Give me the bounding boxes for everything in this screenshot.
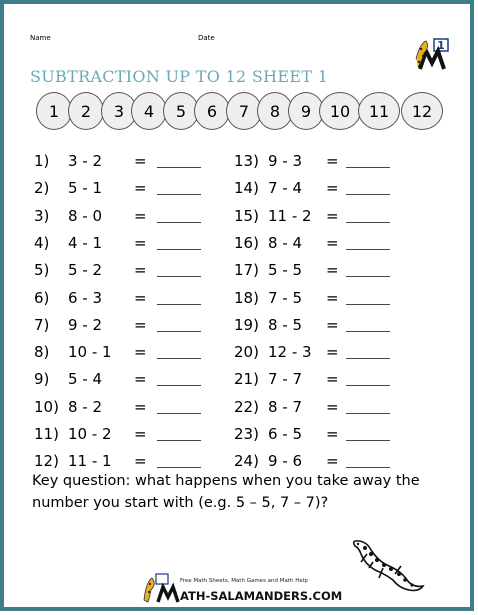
answer-blank[interactable]: [346, 440, 390, 441]
problem-expression: 7 - 5: [268, 288, 303, 307]
answer-blank[interactable]: [157, 358, 201, 359]
answer-blank[interactable]: [157, 249, 201, 250]
problem-number: 13): [234, 152, 259, 170]
problem-number: 23): [234, 425, 259, 443]
problem-expression: 9 - 6: [268, 452, 303, 471]
answer-blank[interactable]: [157, 194, 201, 195]
answer-blank[interactable]: [157, 304, 201, 305]
problem-row: [234, 178, 396, 198]
problem-row: [234, 424, 396, 444]
problem-row: [234, 369, 396, 389]
problem-row: [34, 233, 207, 253]
problem-number: 17): [234, 261, 259, 280]
equals-sign: =: [326, 343, 339, 362]
problem-row: [34, 397, 207, 417]
problem-row: [34, 424, 207, 444]
problem-row: [34, 260, 207, 280]
problem-expression: 11 - 1: [68, 452, 112, 471]
answer-blank[interactable]: [346, 276, 390, 277]
problem-expression: 5 - 5: [268, 261, 303, 280]
problem-row: [34, 151, 207, 171]
problem-number: 6): [34, 288, 50, 307]
problem-expression: 3 - 2: [68, 152, 103, 170]
problem-row: [234, 260, 396, 280]
equals-sign: =: [326, 452, 339, 471]
problem-number: 15): [234, 206, 259, 225]
salamander-illustration: [349, 536, 429, 596]
equals-sign: =: [134, 452, 147, 471]
problem-row: [234, 206, 396, 226]
answer-blank[interactable]: [346, 249, 390, 250]
answer-blank[interactable]: [157, 331, 201, 332]
problem-number: 9): [34, 370, 50, 389]
answer-blank[interactable]: [346, 222, 390, 223]
answer-blank[interactable]: [346, 167, 390, 168]
problem-expression: 11 - 2: [268, 206, 312, 225]
problem-number: 20): [234, 343, 259, 362]
problem-row: [34, 369, 207, 389]
problem-expression: 8 - 5: [268, 315, 303, 334]
footer-tagline: Free Math Sheets, Math Games and Math Help: [180, 578, 308, 584]
problem-number: 18): [234, 288, 259, 307]
problem-expression: 9 - 2: [68, 315, 103, 334]
problem-expression: 5 - 1: [68, 179, 103, 198]
problem-row: [34, 206, 207, 226]
key-question: Key question: what happens when you take away the number you start with (e.g. 5 – 5, 7 – 7)?: [32, 473, 420, 511]
sheet-title: SUBTRACTION UP TO 12 SHEET 1: [30, 67, 329, 86]
number-bubble: 2: [68, 92, 104, 130]
footer-brand: ATH-SALAMANDERS.COM: [180, 589, 343, 603]
answer-blank[interactable]: [346, 358, 390, 359]
problem-row: [234, 233, 396, 253]
equals-sign: =: [134, 370, 147, 389]
problem-list: [4, 4, 478, 615]
equals-sign: =: [134, 233, 147, 252]
problem-number: 1): [34, 152, 50, 170]
answer-blank[interactable]: [346, 467, 390, 468]
equals-sign: =: [326, 152, 339, 170]
problem-expression: 5 - 2: [68, 261, 103, 280]
problem-number: 24): [234, 452, 259, 471]
problem-row: [34, 178, 207, 198]
name-label: Name: [30, 34, 51, 42]
problem-expression: 8 - 7: [268, 397, 303, 416]
salamander-graphic: [349, 536, 429, 596]
problem-expression: 10 - 2: [68, 425, 112, 443]
problem-expression: 5 - 4: [68, 370, 103, 389]
problem-row: [34, 451, 207, 471]
problem-expression: 9 - 3: [268, 152, 303, 170]
problem-number: 4): [34, 233, 50, 252]
number-bubble: 3: [101, 92, 137, 130]
answer-blank[interactable]: [346, 331, 390, 332]
answer-blank[interactable]: [157, 385, 201, 386]
number-bubble: 8: [257, 92, 293, 130]
answer-blank[interactable]: [346, 413, 390, 414]
problem-expression: 12 - 3: [268, 343, 312, 362]
problem-number: 2): [34, 179, 50, 198]
equals-sign: =: [134, 288, 147, 307]
answer-blank[interactable]: [157, 467, 201, 468]
problem-number: 14): [234, 179, 259, 198]
equals-sign: =: [134, 179, 147, 198]
answer-blank[interactable]: [346, 385, 390, 386]
problem-row: [234, 288, 396, 308]
problem-row: [234, 151, 396, 171]
problem-expression: 8 - 4: [268, 233, 303, 252]
equals-sign: =: [326, 206, 339, 225]
equals-sign: =: [134, 425, 147, 443]
problem-expression: 7 - 7: [268, 370, 303, 389]
equals-sign: =: [134, 315, 147, 334]
equals-sign: =: [134, 397, 147, 416]
problem-number: 3): [34, 206, 50, 225]
problem-row: [234, 451, 396, 471]
number-bubble: 7: [226, 92, 262, 130]
problem-number: 19): [234, 315, 259, 334]
number-bubble: 4: [131, 92, 167, 130]
answer-blank[interactable]: [157, 222, 201, 223]
problem-expression: 4 - 1: [68, 233, 103, 252]
equals-sign: =: [134, 261, 147, 280]
problem-row: [34, 288, 207, 308]
equals-sign: =: [326, 425, 339, 443]
problem-number: 11): [34, 425, 59, 443]
number-bubble: 9: [288, 92, 324, 130]
problem-number: 7): [34, 315, 50, 334]
equals-sign: =: [134, 152, 147, 170]
answer-blank[interactable]: [346, 194, 390, 195]
problem-expression: 10 - 1: [68, 343, 112, 362]
equals-sign: =: [134, 343, 147, 362]
problem-row: [234, 315, 396, 335]
number-bubble: 10: [319, 92, 361, 130]
equals-sign: =: [326, 370, 339, 389]
problem-expression: 8 - 0: [68, 206, 103, 225]
answer-blank[interactable]: [157, 276, 201, 277]
problem-number: 16): [234, 233, 259, 252]
number-bubble: 12: [401, 92, 443, 130]
number-bubble: 1: [36, 92, 72, 130]
equals-sign: =: [326, 179, 339, 198]
problem-number: 5): [34, 261, 50, 280]
footer-logo: [140, 570, 343, 604]
footer-graphic: [140, 570, 343, 604]
number-bubble: 5: [163, 92, 199, 130]
problem-expression: 6 - 3: [68, 288, 103, 307]
equals-sign: =: [134, 206, 147, 225]
problem-row: [34, 342, 207, 362]
logo-badge: 1: [437, 39, 445, 52]
equals-sign: =: [326, 233, 339, 252]
problem-row: [34, 315, 207, 335]
problem-expression: 6 - 5: [268, 425, 303, 443]
date-label: Date: [198, 34, 215, 42]
equals-sign: =: [326, 397, 339, 416]
problem-number: 8): [34, 343, 50, 362]
problem-row: [234, 397, 396, 417]
problem-number: 12): [34, 452, 59, 471]
number-bubble: 6: [194, 92, 230, 130]
problem-number: 10): [34, 397, 59, 416]
problem-expression: 7 - 4: [268, 179, 303, 198]
answer-blank[interactable]: [157, 440, 201, 441]
problem-row: [234, 342, 396, 362]
equals-sign: =: [326, 261, 339, 280]
answer-blank[interactable]: [346, 304, 390, 305]
problem-number: 22): [234, 397, 259, 416]
answer-blank[interactable]: [157, 413, 201, 414]
answer-blank[interactable]: [157, 167, 201, 168]
equals-sign: =: [326, 288, 339, 307]
number-bubble: 11: [358, 92, 400, 130]
problem-number: 21): [234, 370, 259, 389]
equals-sign: =: [326, 315, 339, 334]
problem-expression: 8 - 2: [68, 397, 103, 416]
